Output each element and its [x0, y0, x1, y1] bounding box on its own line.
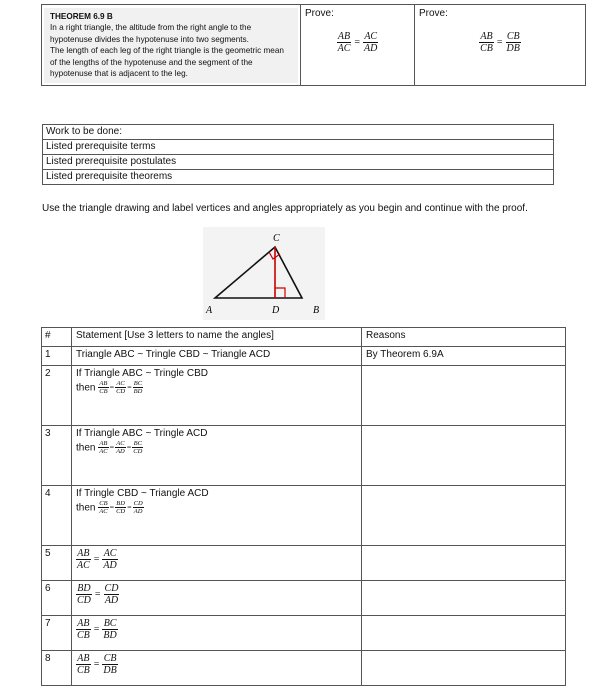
equals-sign: =	[109, 443, 115, 453]
equals-sign: =	[93, 659, 100, 670]
fraction-den: AD	[103, 560, 117, 571]
reason-cell[interactable]	[362, 486, 566, 546]
fraction-den: DB	[103, 665, 117, 676]
proof-row-3	[42, 426, 566, 486]
theorem-heading: THEOREM 6.9 B	[50, 12, 113, 21]
equals-sign: =	[127, 383, 132, 393]
vertex-label-b: B	[313, 305, 320, 316]
statement-proportion	[76, 380, 357, 395]
reason-cell[interactable]	[362, 426, 566, 486]
statement-cell[interactable]	[72, 616, 362, 651]
reason-cell[interactable]	[362, 546, 566, 581]
fraction-num: AC	[364, 31, 378, 42]
row-number: 7	[42, 616, 72, 651]
fraction-num: AB	[77, 653, 90, 664]
fraction-den: BD	[133, 388, 143, 396]
prove-equation-2	[419, 31, 581, 54]
proof-table	[41, 327, 566, 686]
statement-line: If Triangle ABC ~ Tringle CBD	[76, 368, 209, 379]
fraction-den: CD	[77, 595, 91, 606]
row-number: 2	[42, 366, 72, 426]
statement-cell[interactable]	[72, 366, 362, 426]
statement-line: If Tringle CBD ~ Triangle ACD	[76, 488, 209, 499]
equals-sign: =	[93, 554, 100, 565]
equals-sign: =	[126, 443, 132, 453]
statement-proportion	[76, 440, 357, 455]
fraction-den: AC	[77, 560, 90, 571]
row-number: 8	[42, 651, 72, 686]
fraction-num: BC	[133, 380, 143, 387]
fraction-den: AD	[364, 43, 378, 54]
fraction-den: AD	[133, 508, 143, 516]
reason-cell[interactable]	[362, 581, 566, 616]
equals-sign: =	[496, 37, 503, 48]
vertex-label-c: C	[273, 233, 280, 244]
fraction-den: AC	[337, 43, 351, 54]
prove-label-1: Prove:	[305, 8, 334, 19]
fraction-num: CD	[104, 583, 119, 594]
fraction-num: BC	[133, 440, 142, 447]
proof-row-7	[42, 616, 566, 651]
fraction-num: CB	[99, 500, 108, 507]
row-number: 1	[42, 347, 72, 366]
row-number: 4	[42, 486, 72, 546]
triangle-diagram	[203, 227, 325, 320]
reason-cell[interactable]: By Theorem 6.9A	[362, 347, 566, 366]
fraction-num: AB	[77, 548, 90, 559]
fraction-den: CD	[133, 448, 143, 456]
reason-cell[interactable]	[362, 366, 566, 426]
fraction-den: CB	[480, 43, 493, 54]
proof-row-4	[42, 486, 566, 546]
statement-cell[interactable]	[72, 426, 362, 486]
fraction-den: CB	[77, 665, 90, 676]
fraction-num: AB	[99, 380, 108, 387]
proof-row-8	[42, 651, 566, 686]
proof-row-1	[42, 347, 566, 366]
fraction-den: CB	[99, 388, 108, 396]
equals-sign: =	[127, 503, 132, 513]
fraction-num: BD	[77, 583, 91, 594]
statement-cell[interactable]	[72, 581, 362, 616]
row-number: 6	[42, 581, 72, 616]
fraction-den: BD	[103, 630, 117, 641]
prove-cell-1	[301, 5, 415, 86]
header-reason: Reasons	[362, 328, 566, 347]
reason-cell[interactable]	[362, 616, 566, 651]
fraction-num: CD	[133, 500, 143, 507]
statement-cell[interactable]: Triangle ABC ~ Tringle CBD ~ Triangle ACD	[72, 347, 362, 366]
work-item-theorems[interactable]: Listed prerequisite theorems	[43, 170, 554, 185]
row-number: 5	[42, 546, 72, 581]
statement-cell[interactable]	[72, 651, 362, 686]
triangle-abc	[215, 247, 302, 298]
theorem-cell	[42, 5, 301, 86]
row-number: 3	[42, 426, 72, 486]
then-word: then	[76, 502, 96, 514]
equals-sign: =	[93, 624, 100, 635]
vertex-label-a: A	[206, 305, 213, 316]
fraction-den: AC	[99, 508, 108, 516]
fraction-den: AC	[99, 448, 108, 456]
equals-sign: =	[109, 503, 115, 513]
fraction-num: AB	[480, 31, 493, 42]
work-table	[42, 124, 554, 185]
then-word: then	[76, 382, 96, 394]
prove-equation-1	[305, 31, 410, 54]
fraction-num: AB	[337, 31, 351, 42]
fraction-num: BC	[103, 618, 117, 629]
equals-sign: =	[354, 37, 361, 48]
fraction-den: AD	[104, 595, 119, 606]
fraction-num: AB	[99, 440, 108, 447]
right-angle-marker-d	[275, 288, 285, 298]
reason-cell[interactable]	[362, 651, 566, 686]
fraction-num: AB	[77, 618, 90, 629]
theorem-para1: In a right triangle, the altitude from the right angle to the hypotenuse divides the hypotenuse into two segments.	[50, 23, 252, 44]
statement-cell[interactable]	[72, 486, 362, 546]
theorem-para2: The length of each leg of the right triangle is the geometric mean of the lengths of the hypotenuse and the segment of the hypotenuse that is adjacent to the leg.	[50, 46, 284, 79]
equals-sign: =	[94, 589, 101, 600]
statement-cell[interactable]	[72, 546, 362, 581]
fraction-den: CB	[77, 630, 90, 641]
fraction-den: AD	[116, 448, 125, 456]
statement-line: If Triangle ABC ~ Tringle ACD	[76, 428, 208, 439]
triangle-svg	[203, 227, 325, 320]
proof-row-6	[42, 581, 566, 616]
fraction-num: AC	[116, 440, 125, 447]
fraction-num: AC	[103, 548, 117, 559]
work-item-postulates[interactable]: Listed prerequisite postulates	[43, 155, 554, 170]
fraction-num: CB	[506, 31, 520, 42]
prove-label-2: Prove:	[419, 8, 448, 19]
prove-cell-2	[415, 5, 586, 86]
header-statement: Statement [Use 3 letters to name the angles]	[72, 328, 362, 347]
work-item-terms[interactable]: Listed prerequisite terms	[43, 140, 554, 155]
theorem-table	[41, 4, 586, 86]
proof-header-row	[42, 328, 566, 347]
fraction-den: CD	[116, 508, 126, 516]
equals-sign: =	[109, 383, 115, 393]
proof-row-5	[42, 546, 566, 581]
then-word: then	[76, 442, 96, 454]
vertex-label-d: D	[272, 305, 280, 316]
fraction-num: AC	[116, 380, 125, 387]
work-heading: Work to be done:	[43, 125, 554, 140]
statement-proportion	[76, 500, 357, 515]
fraction-num: CB	[103, 653, 117, 664]
fraction-num: BD	[116, 500, 125, 507]
fraction-den: CD	[116, 388, 126, 396]
header-num: #	[42, 328, 72, 347]
proof-row-2	[42, 366, 566, 426]
fraction-den: DB	[506, 43, 520, 54]
instruction-text: Use the triangle drawing and label vertices and angles appropriately as you begin and continue with the proof.	[42, 203, 528, 214]
